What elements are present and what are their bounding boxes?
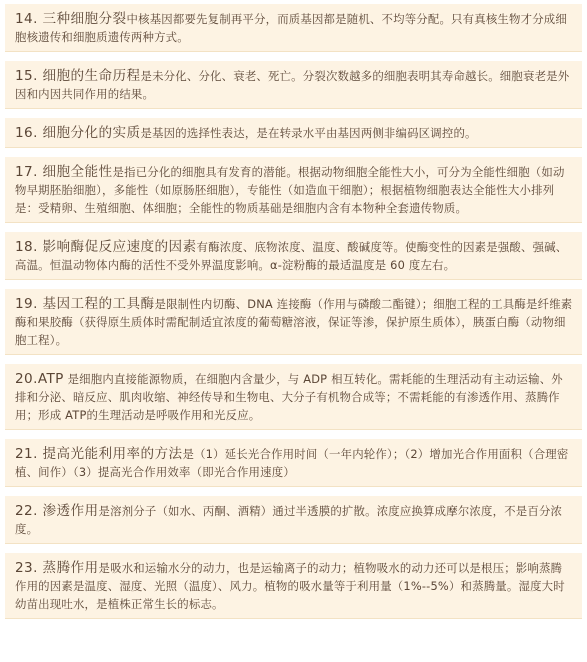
item-lead-text: 23. 蒸腾作用 — [15, 560, 99, 576]
list-item — [5, 61, 582, 109]
item-body-text: 是限制性内切酶、DNA 连接酶（作用与磷酸二酯键）；细胞工程的工具酶是纤维素酶和果胶酶（获得原生质体时需配制适宜浓度的葡萄糖溶液，保证等渗，保护原生质体），胰蛋白酶（动物细胞工程）。 — [15, 297, 573, 347]
list-item — [5, 496, 582, 544]
item-lead-text: 19. 基因工程的工具酶 — [15, 296, 155, 312]
item-body-text: 是基因的选择性表达，是在转录水平由基因两侧非编码区调控的。 — [140, 126, 477, 140]
list-item — [5, 439, 582, 487]
item-body-text: 是溶剂分子（如水、丙酮、酒精）通过半透膜的扩散。浓度应换算成摩尔浓度，不是百分浓度。 — [15, 504, 563, 536]
item-lead-text: 20.ATP — [15, 371, 64, 387]
list-item — [5, 4, 582, 52]
list-item — [5, 118, 582, 148]
item-lead-text: 16. 细胞分化的实质 — [15, 125, 141, 141]
item-body-text: 有酶浓度、底物浓度、温度、酸碱度等。使酶变性的因素是强酸、强碱、高温。恒温动物体内酶的活性不受外界温度影响。α-淀粉酶的最适温度是 60 度左右。 — [15, 240, 568, 272]
list-item — [5, 157, 582, 223]
list-item — [5, 364, 582, 430]
item-body-text: 是吸水和运输水分的动力，也是运输离子的动力；植物吸水的动力还可以是根压；影响蒸腾作用的因素是温度、湿度、光照（温度）、风力。植物的吸水量等于利用量（1%--5%）和蒸腾量。湿度大时幼苗出现吐水，是植株正常生长的标志。 — [15, 561, 565, 611]
item-body-text: 是未分化、分化、衰老、死亡。分裂次数越多的细胞表明其寿命越长。细胞衰老是外因和内因共同作用的结果。 — [15, 69, 570, 101]
item-lead-text: 22. 渗透作用 — [15, 503, 99, 519]
item-lead-text: 18. 影响酶促反应速度的因素 — [15, 239, 197, 255]
item-lead-text: 14. 三种细胞分裂 — [15, 11, 127, 27]
item-body-text: 是细胞内直接能源物质，在细胞内含量少，与 ADP 相互转化。需耗能的生理活动有主动运输、外排和分泌、暗反应、肌肉收缩、神经传导和生物电、大分子有机物合成等；不需耗能的有渗透作用、蒸腾作用；形成 ATP的生理活动是呼吸作用和光反应。 — [15, 372, 563, 422]
item-lead-text: 15. 细胞的生命历程 — [15, 68, 141, 84]
list-item — [5, 553, 582, 619]
item-body-text: 是（1）延长光合作用时间（一年内轮作）；（2）增加光合作用面积（合理密植、间作）（3）提高光合作用效率（即光合作用速度） — [15, 447, 569, 479]
list-item — [5, 232, 582, 280]
item-lead-text: 21. 提高光能利用率的方法 — [15, 446, 183, 462]
item-body-text: 是指已分化的细胞具有发育的潜能。根据动物细胞全能性大小，可分为全能性细胞（如动物早期胚胎细胞），多能性（如原肠胚细胞），专能性（如造血干细胞）；根据植物细胞表达全能性大小排列是：受精卵、生殖细胞、体细胞；全能性的物质基础是细胞内含有本物种全套遗传物质。 — [15, 165, 565, 215]
item-body-text: 中核基因都要先复制再平分，而质基因都是随机、不均等分配。只有真核生物才分成细胞核遗传和细胞质遗传两种方式。 — [15, 12, 567, 44]
list-item — [5, 289, 582, 355]
item-lead-text: 17. 细胞全能性 — [15, 164, 113, 180]
